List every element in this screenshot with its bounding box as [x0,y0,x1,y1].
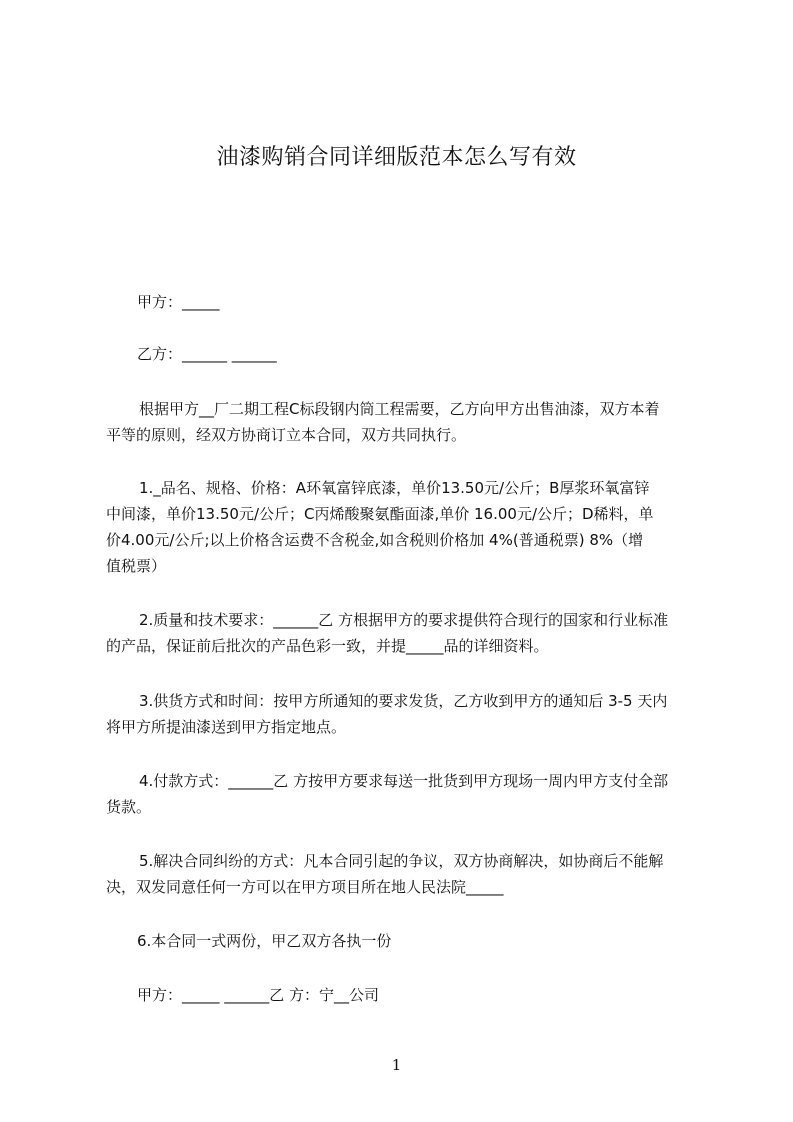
intro-line-2: 平等的原则，经双方协商订立本合同，双方共同执行。 [106,426,467,444]
clause-1-line-3: 价4.00元/公斤;以上价格含运费不含税金,如含税则价格加 4%(普通税票) 8%（增 [106,531,644,549]
clause-4-paragraph [106,768,708,820]
clause-5-paragraph [106,848,708,900]
intro-line-1: 根据甲方__厂二期工程C标段钢内筒工程需要，乙方向甲方出售油漆，双方本着 [139,400,660,418]
clause-1-line-2: 中间漆，单价13.50元/公斤；C丙烯酸聚氨酯面漆,单价 16.00元/公斤；D稀料，单 [106,505,654,523]
clause-3-paragraph [106,688,708,740]
clause-3-line-2: 将甲方所提油漆送到甲方指定地点。 [106,718,347,736]
clause-1-paragraph [106,475,698,579]
clause-4-line-1: 4.付款方式：______乙 方按甲方要求每送一批货到甲方现场一周内甲方支付全部 [139,772,669,790]
clause-4-line-2: 货款。 [106,798,152,816]
clause-1-line-4: 值税票） [106,557,167,575]
clause-1-line-1: 1._品名、规格、价格：A环氧富锌底漆，单价13.50元/公斤；B厚浆环氧富锌 [139,479,650,497]
party-a-line: 甲方：_____ [137,293,220,311]
clause-6-line: 6.本合同一式两份，甲乙双方各执一份 [137,932,392,950]
clause-3-line-1: 3.供货方式和时间：按甲方所通知的要求发货，乙方收到甲方的通知后 3-5 天内 [139,692,668,710]
clause-2-line-2: 的产品，保证前后批次的产品色彩一致，并提_____品的详细资料。 [106,637,549,655]
party-b-line: 乙方：______ ______ [137,345,277,363]
document-title: 油漆购销合同详细版范本怎么写有效 [216,145,577,170]
clause-2-paragraph [106,607,708,659]
page-number: 1 [391,1056,402,1074]
intro-paragraph [106,396,706,448]
clause-5-line-2: 决，双发同意任何一方可以在甲方项目所在地人民法院_____ [106,878,504,896]
signature-line: 甲方：_____ ______乙 方：宁__公司 [137,986,380,1004]
clause-2-line-1: 2.质量和技术要求：______乙 方根据甲方的要求提供符合现行的国家和行业标准 [139,611,669,629]
clause-5-line-1: 5.解决合同纠纷的方式：凡本合同引起的争议，双方协商解决，如协商后不能解 [139,852,664,870]
